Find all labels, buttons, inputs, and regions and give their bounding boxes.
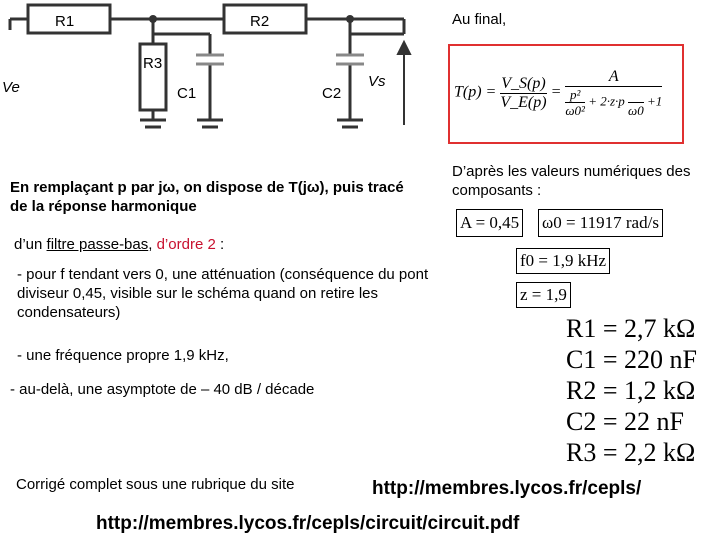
component-c1: C1 = 220 nF xyxy=(566,345,697,374)
main-fraction xyxy=(565,68,662,118)
a-value-box: A = 0,45 xyxy=(456,209,523,237)
component-r3: R3 = 2,2 kΩ xyxy=(566,438,696,467)
filter-order: d’ordre 2 xyxy=(156,236,216,253)
transfer-lhs: T(p) = xyxy=(454,83,501,101)
label-vs: Vs xyxy=(368,73,386,90)
bullet-frequency: - une fréquence propre 1,9 kHz, xyxy=(17,347,229,364)
bullet-asymptote: - au-delà, une asymptote de – 40 dB / décade xyxy=(10,381,315,398)
label-ve: Ve xyxy=(2,79,20,96)
w0-value-box: ω0 = 11917 rad/s xyxy=(538,209,663,237)
label-c1: C1 xyxy=(177,85,197,102)
numeric-intro: D’après les valeurs numériques des composants : xyxy=(452,163,691,199)
den-frac-1 xyxy=(565,87,585,118)
junction-dot xyxy=(346,15,354,23)
pdf-link[interactable]: http://membres.lycos.fr/cepls/circuit/circuit.pdf xyxy=(96,513,520,534)
capacitor-c2 xyxy=(336,55,364,64)
filter-suffix: : xyxy=(215,236,225,253)
transfer-function-box xyxy=(448,44,684,144)
capacitor-c1 xyxy=(196,55,224,64)
ground-symbol xyxy=(197,120,223,127)
ratio-numerator: V_S(p) xyxy=(501,74,546,92)
bullet-attenuation: - pour f tendant vers 0, une atténuation (conséquence du pont diviseur 0,45, visible sur le schéma quand on retire les condensateurs) xyxy=(17,266,429,321)
component-c2: C2 = 22 nF xyxy=(566,407,684,436)
filter-prefix: d’un xyxy=(14,236,47,253)
footer-note: Corrigé complet sous une rubrique du site xyxy=(16,476,295,493)
ground-symbol xyxy=(140,120,166,127)
den-w0-squared: ω0² xyxy=(565,103,585,118)
filter-comma: , xyxy=(148,236,157,253)
den-2zp: + 2·z·p xyxy=(588,93,625,109)
junction-dot xyxy=(149,15,157,23)
f0-value-box: f0 = 1,9 kHz xyxy=(516,248,610,274)
transfer-equals: = xyxy=(550,83,566,101)
vs-arrow xyxy=(398,42,410,125)
resistor-r3 xyxy=(140,44,166,110)
ground-symbol xyxy=(337,120,363,127)
component-r2: R2 = 1,2 kΩ xyxy=(566,376,696,405)
label-r3: R3 xyxy=(143,55,163,72)
transfer-function xyxy=(454,68,662,118)
circuit-schematic xyxy=(0,0,420,150)
z-value-box: z = 1,9 xyxy=(516,282,571,308)
ratio-denominator: V_E(p) xyxy=(500,93,547,111)
denominator-expression xyxy=(565,87,662,118)
den-plus-one: +1 xyxy=(646,93,663,109)
den-w0: ω0 xyxy=(628,103,644,118)
filter-description xyxy=(14,235,224,254)
site-link[interactable]: http://membres.lycos.fr/cepls/ xyxy=(372,478,642,499)
au-final-heading: Au final, xyxy=(452,11,507,28)
ratio-fraction xyxy=(500,75,546,112)
den-p-squared: p² xyxy=(565,87,585,103)
gain-numerator: A xyxy=(565,68,662,87)
component-r1: R1 = 2,7 kΩ xyxy=(566,314,696,343)
label-r2: R2 xyxy=(250,13,270,30)
label-c2: C2 xyxy=(322,85,342,102)
replace-p-text: En remplaçant p par jω, on dispose de T(jω), puis tracé de la réponse harmonique xyxy=(10,179,404,215)
den-frac-2 xyxy=(628,87,644,118)
label-r1: R1 xyxy=(55,13,75,30)
filter-link[interactable]: filtre passe-bas xyxy=(46,236,149,253)
